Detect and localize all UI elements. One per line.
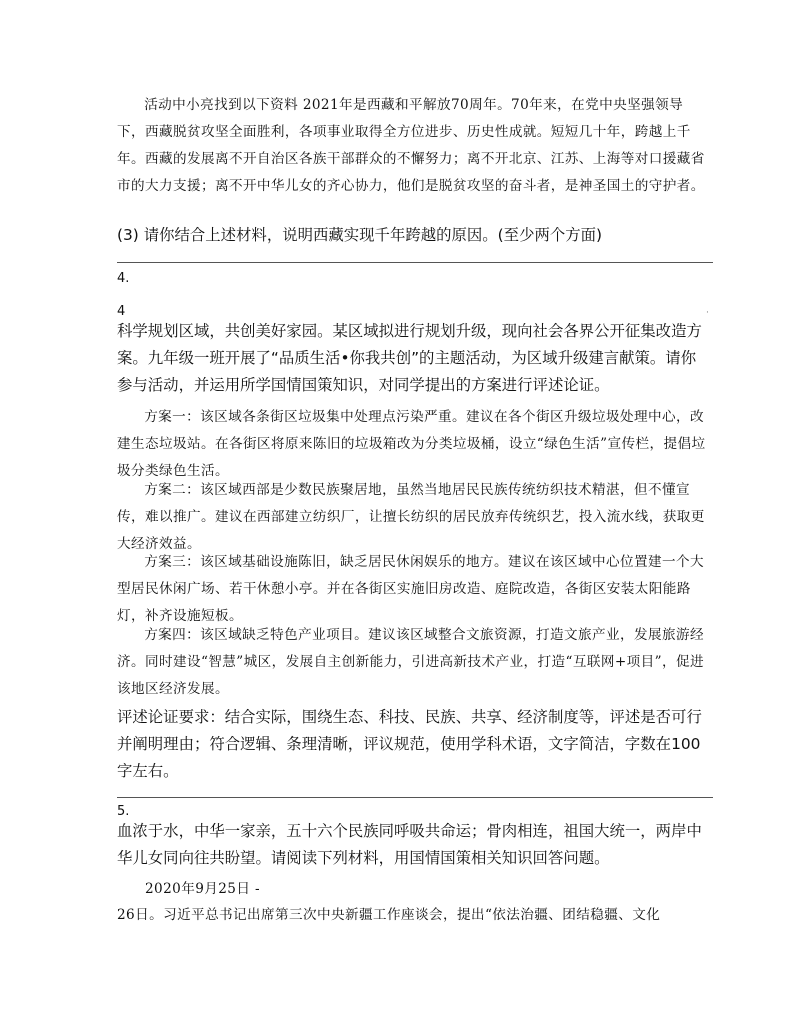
corner-mark: ·: [706, 308, 709, 318]
plan-3: 方案三：该区域基础设施陈旧，缺乏居民休闲娱乐的地方。建议在该区域中心位置建一个大型居民休闲广场、若干休憩小亭。并在各街区实施旧房改造、庭院改造，各街区安装太阳能路灯，补齐设施短板。: [117, 554, 704, 624]
material-paragraph: 活动中小亮找到以下资料 2021年是西藏和平解放70周年。70年来，在党中央坚强领导下，西藏脱贫攻坚全面胜利，各项事业取得全方位进步、历史性成就。短短几十年，跨越上千年。西藏的发展离不开自治区各族干部群众的不懈努力；离不开北京、江苏、上海等对口援藏省市的大力支援；离不开中华儿女的齐心协力，他们是脱贫攻坚的奋斗者，是神圣国土的守护者。: [117, 97, 705, 194]
plan-4: 方案四：该区域缺乏特色产业项目。建议该区域整合文旅资源，打造文旅产业，发展旅游经济。同时建设“智慧”城区，发展自主创新能力，引进高新技术产业，打造“互联网+项目”，促进该地区经济发展。: [117, 627, 704, 697]
material-date: 2020年9月25日 -: [145, 881, 261, 897]
divider-line: [117, 262, 713, 263]
question-4-number-repeat: 4: [117, 304, 126, 319]
plan-1: 方案一：该区域各条街区垃圾集中处理点污染严重。建议在各个街区升级垃圾处理中心，改建生态垃圾站。在各街区将原来陈旧的垃圾箱改为分类垃圾桶，设立“绿色生活”宣传栏，提倡垃圾分类绿色生活。: [117, 409, 706, 479]
evaluation-requirements: 评述论证要求：结合实际，围绕生态、科技、民族、共享、经济制度等，评述是否可行并阐明理由；符合逻辑、条理清晰，评议规范，使用学科术语，文字简洁，字数在100字左右。: [117, 708, 702, 780]
plan-2: 方案二：该区域西部是少数民族聚居地，虽然当地居民民族传统纺织技术精湛，但不懂宣传，难以推广。建议在西部建立纺织厂，让擅长纺织的居民放弃传统织艺，投入流水线，获取更大经济效益。: [117, 482, 705, 552]
material-start: 26日。习近平总书记出席第三次中央新疆工作座谈会，提出“依法治疆、团结稳疆、文化: [117, 907, 661, 923]
question-5-intro: 血浓于水，中华一家亲，五十六个民族同呼吸共命运；骨肉相连，祖国大统一，两岸中华儿女同向往共盼望。请阅读下列材料，用国情国策相关知识回答问题。: [117, 822, 702, 867]
question-4-number: 4.: [117, 271, 130, 286]
question-5-number: 5.: [117, 804, 130, 819]
question-3: (3) 请你结合上述材料，说明西藏实现千年跨越的原因。(至少两个方面): [117, 226, 603, 244]
question-4-intro: 科学规划区域，共创美好家园。某区域拟进行规划升级，现向社会各界公开征集改造方案。九年级一班开展了“品质生活•你我共创”的主题活动，为区域升级建言献策。请你参与活动，并运用所学国情国策知识，对同学提出的方案进行评述论证。: [117, 322, 702, 394]
divider-line: [117, 797, 713, 798]
